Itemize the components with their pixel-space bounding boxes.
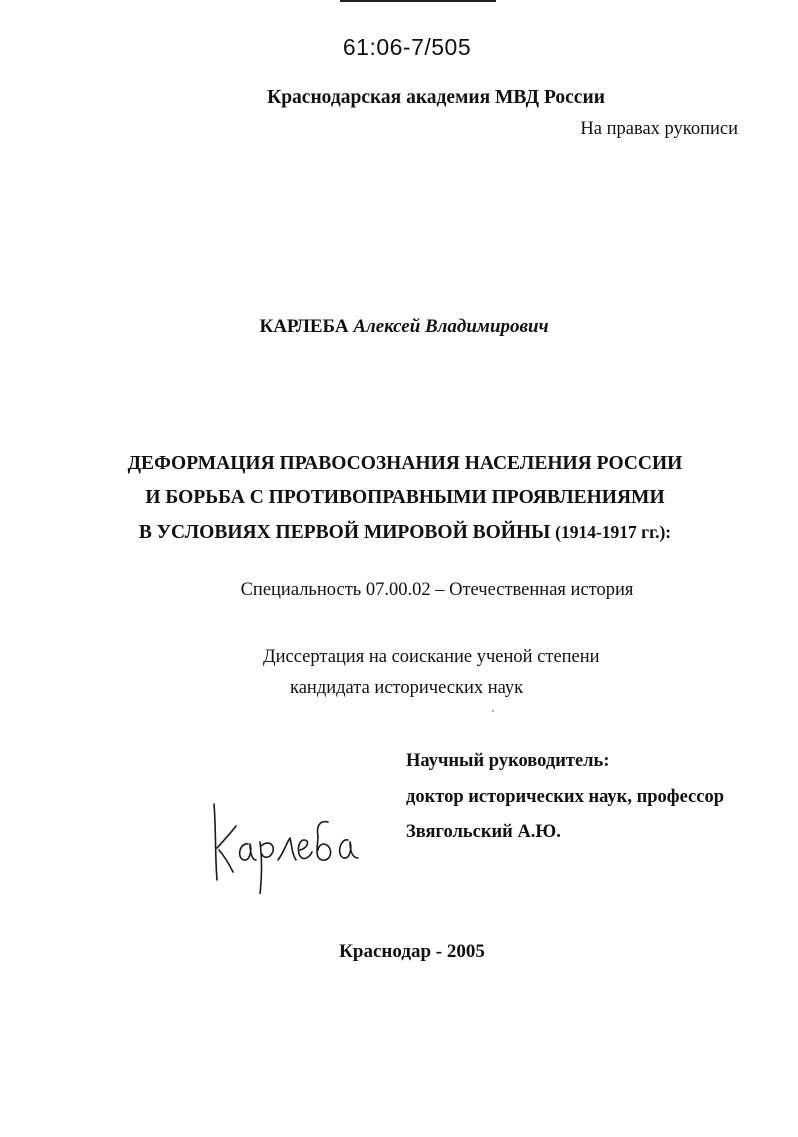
author-name (0, 316, 798, 338)
signature-stroke (214, 804, 217, 880)
top-rule (340, 0, 496, 2)
advisor-name: Звягольский А.Ю. (406, 822, 561, 842)
catalog-code: 61:06-7/505 (342, 34, 472, 60)
signature-stroke (219, 850, 233, 872)
advisor-credentials: доктор исторических наук, профессор (406, 786, 724, 807)
place-and-year: Краснодар - 2005 (339, 941, 485, 962)
specialty: Специальность 07.00.02 – Отечественная история (240, 580, 634, 600)
signature-stroke (261, 843, 273, 857)
signature-stroke (240, 844, 256, 860)
dissertation-degree-line-2: кандидата исторических наук (290, 678, 524, 698)
signature-stroke (317, 822, 331, 861)
manuscript-note: На правах рукописи (580, 119, 738, 139)
signature-stroke (260, 842, 262, 894)
advisor-heading: Научный руководитель: (406, 751, 610, 771)
signature-stroke (298, 840, 312, 859)
scientific-advisor (406, 744, 724, 851)
title-line-1: ДЕФОРМАЦИЯ ПРАВОСОЗНАНИЯ НАСЕЛЕНИЯ РОССИИ (127, 453, 683, 474)
dissertation-title (0, 447, 798, 550)
institution-name: Краснодарская академия МВД России (267, 87, 605, 108)
title-line-3 (12, 515, 798, 550)
author-given-names: Алексей Владимирович (353, 316, 549, 337)
dissertation-degree-line-1: Диссертация на соискание ученой степени (263, 647, 600, 667)
author-surname: КАРЛЕБА (259, 316, 349, 337)
scan-speck (492, 710, 494, 712)
signature-stroke (278, 838, 296, 860)
handwritten-signature (200, 798, 360, 894)
signature-stroke (217, 826, 236, 848)
title-line-3-main: В УСЛОВИЯХ ПЕРВОЙ МИРОВОЙ ВОЙНЫ (138, 522, 551, 543)
title-years: (1914-1917 гг.): (555, 522, 672, 542)
signature-stroke (340, 840, 358, 858)
title-line-2: И БОРЬБА С ПРОТИВОПРАВНЫМИ ПРОЯВЛЕНИЯМИ (145, 487, 665, 508)
